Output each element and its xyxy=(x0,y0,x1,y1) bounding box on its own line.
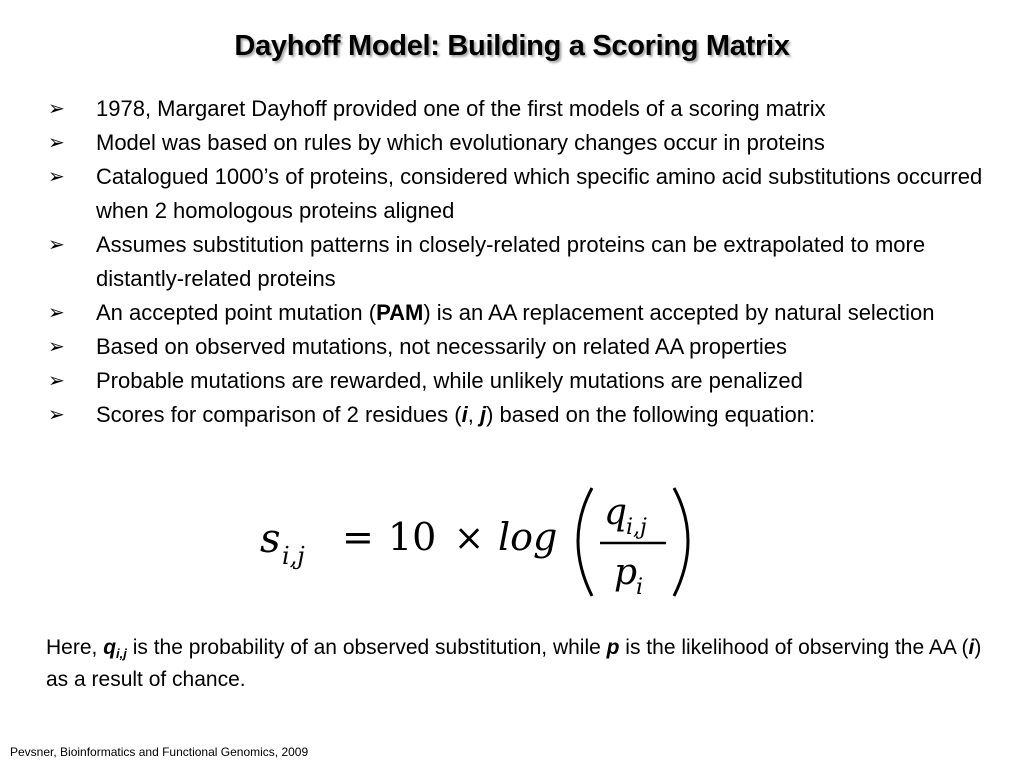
bullet-text: Model was based on rules by which evolutionary changes occur in proteins xyxy=(96,130,825,155)
equation-explanation xyxy=(46,632,986,696)
note-text: Here, xyxy=(46,636,104,659)
arrow-bullet-icon: ➢ xyxy=(48,132,65,154)
bullet-text-pre: Scores for comparison of 2 residues ( xyxy=(96,402,462,427)
eq-lhs-sub: i,j xyxy=(282,542,305,570)
eq-lhs-var: s xyxy=(260,516,281,562)
eq-times: × xyxy=(454,518,485,559)
bullet-text: Probable mutations are rewarded, while unlikely mutations are penalized xyxy=(96,368,803,393)
bullet-item xyxy=(46,398,996,432)
slide-title: Dayhoff Model: Building a Scoring Matrix xyxy=(234,30,790,62)
arrow-bullet-icon: ➢ xyxy=(48,234,65,256)
note-text: ) as a result of chance. xyxy=(46,636,982,691)
bullet-item xyxy=(46,92,996,126)
note-text: is the probability of an observed substitution, while xyxy=(126,636,607,659)
bullet-text: 1978, Margaret Dayhoff provided one of the first models of a scoring matrix xyxy=(96,96,826,121)
bullet-text: Catalogued 1000’s of proteins, considered which specific amino acid substitutions occurred when 2 homologous proteins aligned xyxy=(96,164,983,223)
eq-constant: 10 xyxy=(388,515,437,559)
eq-log: log xyxy=(498,515,558,559)
arrow-bullet-icon: ➢ xyxy=(48,404,65,426)
bullet-item xyxy=(46,160,996,228)
residue-j: j xyxy=(479,402,487,427)
pam-term: PAM xyxy=(376,300,424,325)
note-i-var: i xyxy=(968,636,975,659)
note-text: is the likelihood of observing the AA ( xyxy=(619,636,969,659)
bullet-text-sep: , xyxy=(467,402,480,427)
arrow-bullet-icon: ➢ xyxy=(48,98,65,120)
bullet-item xyxy=(46,364,996,398)
bullet-text: Based on observed mutations, not necessarily on related AA properties xyxy=(96,334,787,359)
eq-denominator-sub: i xyxy=(636,575,644,600)
eq-denominator-var: p xyxy=(614,552,638,593)
residue-i: i xyxy=(461,402,468,427)
bullet-text-post: ) based on the following equation: xyxy=(486,402,816,427)
note-q-sub: i,j xyxy=(116,646,127,661)
left-paren-icon xyxy=(578,488,592,596)
citation: Pevsner, Bioinformatics and Functional Genomics, 2009 xyxy=(10,745,309,759)
bullet-text-post: ) is an AA replacement accepted by natural selection xyxy=(423,300,935,325)
bullet-item xyxy=(46,296,996,330)
bullet-text-pre: An accepted point mutation ( xyxy=(96,300,377,325)
arrow-bullet-icon: ➢ xyxy=(48,336,65,358)
bullet-item xyxy=(46,228,996,296)
bullet-list xyxy=(46,92,996,432)
bullet-item xyxy=(46,330,996,364)
note-p-var: p xyxy=(606,636,620,659)
arrow-bullet-icon: ➢ xyxy=(48,166,65,188)
arrow-bullet-icon: ➢ xyxy=(48,370,65,392)
right-paren-icon xyxy=(674,488,688,596)
score-equation xyxy=(258,478,708,608)
note-q-var: q xyxy=(103,636,117,659)
bullet-text: Assumes substitution patterns in closely-related proteins can be extrapolated to more distantly-related proteins xyxy=(96,232,926,291)
eq-numerator-sub: i,j xyxy=(626,515,647,540)
eq-equals: = xyxy=(342,515,374,559)
eq-numerator-var: q xyxy=(604,492,628,533)
bullet-item xyxy=(46,126,996,160)
arrow-bullet-icon: ➢ xyxy=(48,302,65,324)
